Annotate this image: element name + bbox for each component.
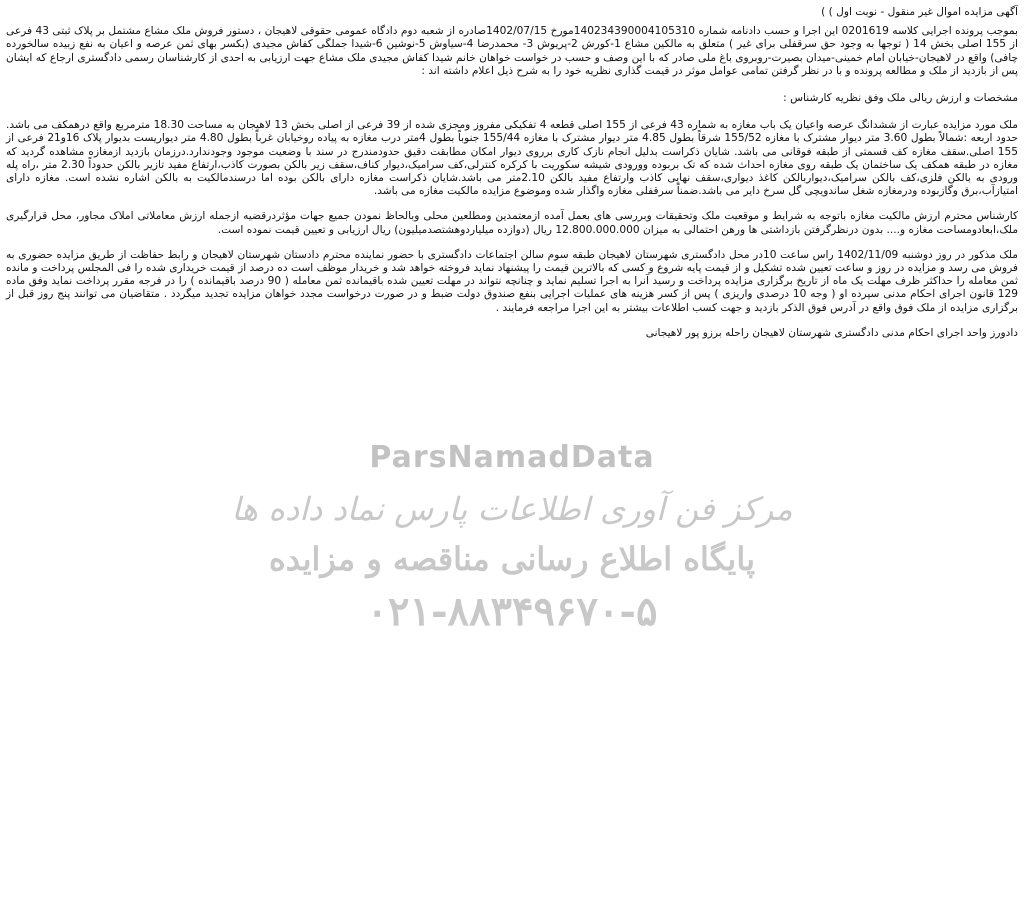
expert-section-heading: مشخصات و ارزش ریالی ملک وفق نظریه کارشناس :	[783, 92, 1018, 105]
valuation-paragraph: کارشناس محترم ارزش مالکیت مغازه باتوجه به شرایط و موقعیت ملک وتحقیقات وبررسی های بعمل آمده ازمعتمدین ومطلعین محلی وبالحاظ نمودن جمیع جهات مؤثردرقضیه ازجمله ارزش معاملاتی املاک مجاور، محل قرارگیری ملک،ابعادومساحت مغازه و.... بدون درنظرگرفتن بازداشتی ها ورهن احتمالی به میزان 12.800.000.000 ریال (دوازده میلیاردوهشتصدمیلیون) ریال ارزیابی و تعیین قیمت نموده است.	[6, 210, 1018, 236]
watermark-line-2: پایگاه اطلاع رسانی مناقصه و مزایده	[269, 540, 755, 578]
property-specs-paragraph: ملک مورد مزایده عبارت از ششدانگ عرصه واعیان یک باب مغازه به شماره 43 فرعی از 155 اصلی قطعه 4 تفکیکی مفروز ومجزی شده از 39 فرعی از اصلی بخش 13 لاهیجان به مساحت 18.30 مترمربع واقع درهمکف می باشد. حدود اربعه :شمالاً بطول 3.60 متر دیوار مشترک با مغازه 155/52 شرقاً بطول 4.85 متر دیوار مشترک با مغازه 155/44 جنوباً بطول 4متر درب مغازه به پیاده روخیابان غرباً بطول 4.80 متر دیواریست بدیوار پلاک 16و21 فرعی از 155 اصلی.سقف مغازه کف قسمتی از طبقه فوقانی می باشد. شایان ذکراست بدلیل انجام نازک کاری برروی دیوار امکان مطابقت دقیق حدودمندرج در سند با وضعیت موجود وجودندارد.درزمان بازدید ازمغازه مشاهده گردید که مغازه در طبقه همکف یک ساختمان یک طبقه روی مغازه احداث شده که تک بربوده وورودی شیشه سکوریت با کرکره کنترلی،کف سرامیک،دیوار کناف،سقف زیر بالکن بصورت کاذب،ارتفاع مفید تازیر بالکن حدوداً 2.30 متر ،راه پله ورودی به بالکن فلزی،کف بالکن سرامیک،دیواربالکن کاغذ دیواری،سقف نهایی کاذب وارتفاع مفید بالکن 2.10متر می باشد.شایان ذکراست مغازه دارای بالکن بوده اما درسندمالکیت به بالکن اشاره نشده است. مغازه دارای امتیازآب،برق وگازبوده ودرمغازه شغل ساندویچی گل سرخ دایر می باشد.ضمناً سرقفلی مغازه واگذار شده وموضوع مزایده مالکیت مغازه می باشد.	[6, 119, 1018, 198]
watermark-line-1: مرکز فن آوری اطلاعات پارس نماد داده ها	[231, 490, 793, 528]
watermark-phone: ۰۲۱-۸۸۳۴۹۶۷۰-۵	[366, 588, 658, 635]
parsnamad-watermark	[0, 440, 1024, 660]
watermark-brand: ParsNamadData	[369, 440, 655, 475]
auction-terms-paragraph: ملک مذکور در روز دوشنبه 1402/11/09 راس ساعت 10در محل دادگستری شهرستان لاهیجان طبقه سوم سالن اجتماعات دادگستری با حضور نماینده محترم دادستان شهرستان لاهیجان و رابط حفاظت از طریق مزایده حضوری به فروش می رسد و مزایده در روز و ساعت تعیین شده تشکیل و از قیمت پایه شروع و کسی که بالاترین قیمت را پیشنهاد نماید فروخته خواهد شد و خریدار موظف است ده درصد از قیمت خریداری شده را فی المجلس پرداخت و مانده ثمن معامله را حداکثر ظرف مهلت یک ماه از تاریخ برگزاری مزایده پرداخت و رسید آنرا به اجرا تسلیم نماید و چنانچه نتواند در مهلت تعیین شده باقیمانده ثمن معامله ( 90 درصد باقیمانده ) را در فرجه مقرر پرداخت نماید وفق ماده 129 قانون اجرای احکام مدنی سپرده او ( وجه 10 درصدی واریزی ) پس از کسر هزینه های عملیات اجرایی بنفع صندوق دولت ضبط و در صورت درخواست مجدد خواهان مزایده تجدید میگردد . متقاضیان می توانند پنج روز قبل از برگزاری مزایده از ملک فوق واقع در آدرس فوق الذکر بازدید و جهت کسب اطلاعات بیشتر به این اجرا مراجعه فرمایند .	[6, 248, 1018, 314]
notice-title: آگهی مزایده اموال غیر منقول - نوبت اول ) )	[821, 6, 1018, 18]
auction-notice-document	[6, 6, 1018, 340]
notice-intro-paragraph: بموجب پرونده اجرایی کلاسه 0201619 این اجرا و حسب دادنامه شماره 140234390004105310مورخ 1402/07/15صادره از شعبه دوم دادگاه عمومی حقوقی لاهیجان ، دستور فروش ملک مشاع مشتمل بر پلاک ثبتی 43 فرعی از 155 اصلی بخش 14 ( توجها به وجود حق سرقفلی برای غیر ) متعلق به مالکین مشاع 1-کورش 2-پریوش 3- محمدرضا 4-سیاوش 5-نوشین 6-شیدا جملگی کفاش مجیدی (بکسر بهای ثمن عرصه و اعیان به نفع زبیده سالخورده چافی) واقع در لاهیجان-خیابان امام خمینی-میدان بصیرت-روبروی باغ ملی صادر که با این وصف و حسب در خواست خواهان خانم شیدا کفاش مجیدی ملک مشاع جهت ارزیابی به احدی از کارشناسان رسمی دادگستری ارجاع که ایشان پس از بازدید از ملک و مطالعه پرونده و با در نظر گرفتن تمامی عوامل موثر در قیمت گذاری نظریه خود را به شرح ذیل اعلام داشته اند :	[6, 25, 1019, 77]
signature-line: دادورز واحد اجرای احکام مدنی دادگستری شهرستان لاهیجان راحله برزو پور لاهیجانی	[645, 326, 1018, 339]
